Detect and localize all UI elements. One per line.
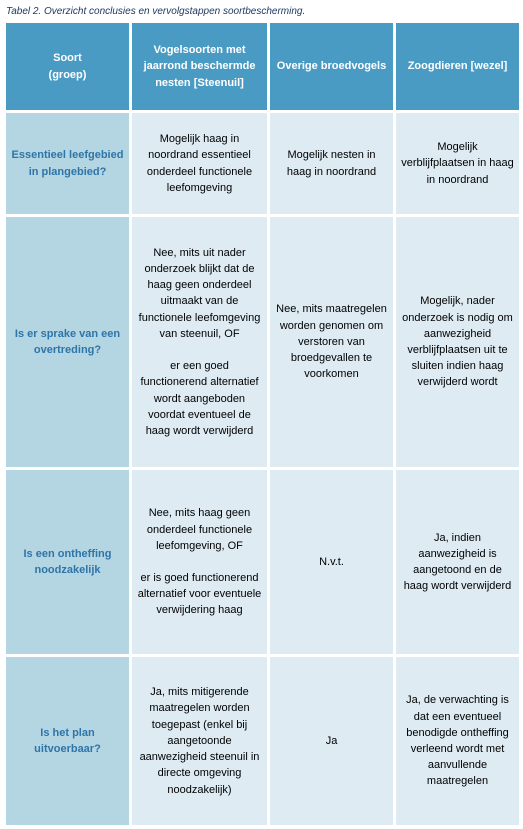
- row-label-text: Is er sprake van een overtreding?: [14, 327, 121, 356]
- cell-text: Mogelijk, nader onderzoek is nodig om aanwezigheid verblijfplaatsen uit te sluiten indien haag verwijderd wordt: [402, 295, 513, 389]
- cell-text-extra: er is goed functionerend alternatief voor eventuele verwijdering haag: [137, 572, 262, 617]
- row-label-text: Is het plan uitvoerbaar?: [34, 726, 101, 755]
- table-row-leefgebied: [6, 113, 519, 214]
- row-label-ontheffing: [6, 470, 129, 654]
- cell-text: N.v.t.: [319, 555, 344, 568]
- cell-text-extra: er een goed functionerend alternatief wordt aangeboden voordat eventueel de haag wordt verwijderd: [140, 360, 259, 437]
- header-zoogdieren: [396, 23, 519, 110]
- cell-text: Ja, indien aanwezigheid is aangetoond en de haag wordt verwijderd: [403, 531, 512, 593]
- header-vogelsoorten-text: Vogelsoorten met jaarrond beschermde nesten [Steenuil]: [143, 44, 256, 89]
- row-label-uitvoerbaar: [6, 657, 129, 825]
- cell-uitvoerbaar-zoogdieren: [396, 657, 519, 825]
- header-overige-text: Overige broedvogels: [276, 60, 387, 73]
- header-zoogdieren-text: Zoogdieren [wezel]: [407, 60, 508, 73]
- cell-text: Mogelijk nesten in haag in noordrand: [286, 149, 377, 178]
- row-label-text: Essentieel leefgebied in plangebied?: [11, 149, 124, 178]
- table-row-ontheffing: [6, 470, 519, 654]
- cell-text: Nee, mits uit nader onderzoek blijkt dat de haag geen onderdeel uitmaakt van de functionele leefomgeving van steenuil, OF: [138, 246, 261, 340]
- cell-uitvoerbaar-steenuil: [132, 657, 267, 825]
- header-overige-broedvogels: [270, 23, 393, 110]
- cell-text: Ja: [325, 734, 338, 747]
- cell-ontheffing-broedvogels: [270, 470, 393, 654]
- cell-ontheffing-zoogdieren: [396, 470, 519, 654]
- cell-leefgebied-broedvogels: [270, 113, 393, 214]
- cell-text: Mogelijk verblijfplaatsen in haag in noordrand: [401, 141, 514, 186]
- cell-leefgebied-steenuil: [132, 113, 267, 214]
- cell-text: Ja, de verwachting is dat een eventueel benodigde ontheffing verleend wordt met aanvullende maatregelen: [406, 694, 509, 788]
- table-row-overtreding: [6, 217, 519, 467]
- row-label-text: Is een ontheffing noodzakelijk: [23, 547, 112, 576]
- cell-overtreding-broedvogels: [270, 217, 393, 467]
- cell-text-group: [136, 245, 263, 439]
- cell-text: Nee, mits maatregelen worden genomen om verstoren van broedgevallen te voorkomen: [276, 303, 387, 381]
- table-row-uitvoerbaar: [6, 657, 519, 825]
- table-caption: Tabel 2. Overzicht conclusies en vervolgstappen soortbescherming.: [6, 6, 306, 17]
- header-soort-text: Soort (groep): [48, 52, 87, 81]
- row-label-leefgebied: [6, 113, 129, 214]
- cell-text: Mogelijk haag in noordrand essentieel onderdeel functionele leefomgeving: [146, 133, 253, 194]
- row-label-overtreding: [6, 217, 129, 467]
- cell-overtreding-steenuil: [132, 217, 267, 467]
- header-vogelsoorten: [132, 23, 267, 110]
- header-soort: [6, 23, 129, 110]
- cell-text: Ja, mits mitigerende maatregelen worden toegepast (enkel bij aangetoonde aanwezigheid steenuil in directe omgeving noodzakelijk): [139, 686, 260, 796]
- cell-uitvoerbaar-broedvogels: [270, 657, 393, 825]
- table-header-row: [6, 23, 519, 110]
- cell-text: Nee, mits haag geen onderdeel functionele leefomgeving, OF: [146, 507, 253, 552]
- cell-overtreding-zoogdieren: [396, 217, 519, 467]
- cell-text-group: [136, 505, 263, 618]
- cell-leefgebied-zoogdieren: [396, 113, 519, 214]
- cell-ontheffing-steenuil: [132, 470, 267, 654]
- conclusions-table: [6, 23, 519, 825]
